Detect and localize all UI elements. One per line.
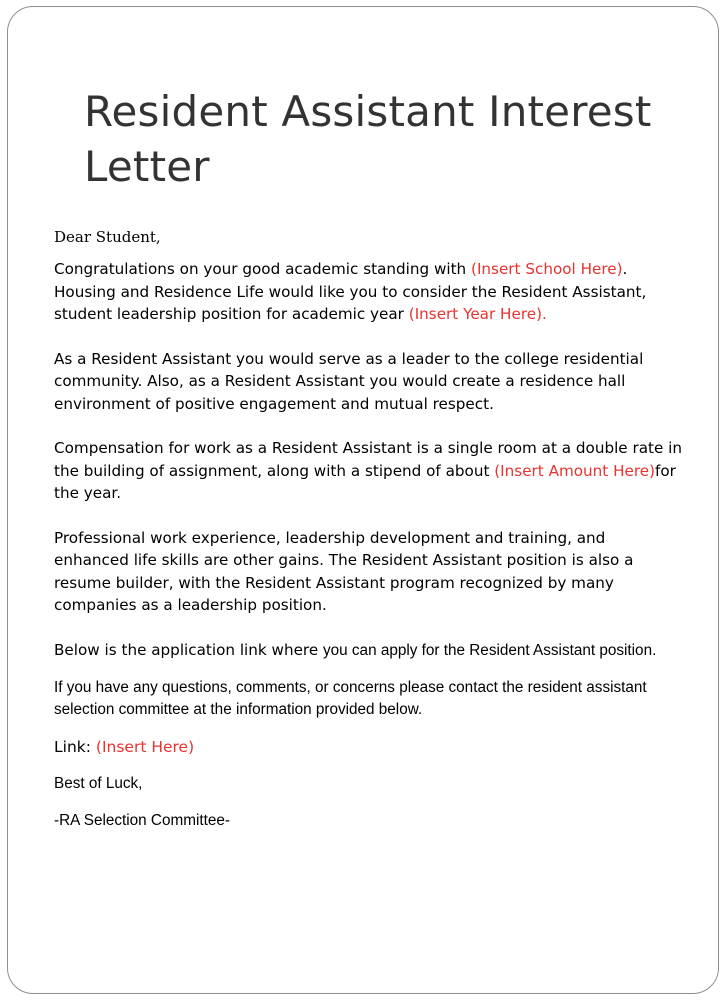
closing: Best of Luck,: [54, 775, 143, 792]
paragraph-text: Below is the application link where: [54, 640, 323, 659]
letter-body: [54, 226, 684, 832]
signature: -RA Selection Committee-: [54, 812, 230, 829]
application-link-line: [54, 736, 684, 759]
paragraph-compensation: [54, 437, 684, 505]
paragraph-text: Compensation for work as a Resident Assistant is a single room at a double rate in the building of assignment, along with a stipend of about: [54, 439, 683, 480]
application-link[interactable]: (Insert Here): [95, 737, 195, 756]
paragraph-contact: If you have any questions, comments, or concerns please contact the resident assistant selection committee at the information provided below.: [54, 678, 647, 718]
paragraph-text: for the year.: [54, 461, 676, 502]
paragraph-application: [54, 639, 684, 662]
salutation: Dear Student,: [54, 228, 161, 246]
paragraph-text: you can apply for the Resident Assistant position.: [323, 641, 657, 659]
paragraph-benefits: Professional work experience, leadership development and training, and enhanced life skills are other gains. The Resident Assistant position is also a resume builder, with the Resident Assistant program recognized by many companies as a leadership position.: [54, 528, 634, 614]
paragraph-text: Congratulations on your good academic standing with: [54, 260, 472, 278]
link-label: Link:: [54, 737, 96, 756]
paragraph-text: . Housing and Residence Life would like you to consider the Resident Assistant, student leadership position for academic year: [54, 260, 647, 323]
placeholder-school: (Insert School Here): [471, 260, 623, 278]
page-title: Resident Assistant Interest Letter: [84, 87, 652, 191]
placeholder-year: (Insert Year Here).: [408, 305, 547, 323]
paragraph-congratulations: [54, 258, 684, 326]
placeholder-amount: (Insert Amount Here): [494, 461, 656, 480]
paragraph-role: As a Resident Assistant you would serve as a leader to the college residential community. Also, as a Resident Assistant you would create a residence hall environment of positive engagement and mutual respect.: [54, 349, 644, 413]
